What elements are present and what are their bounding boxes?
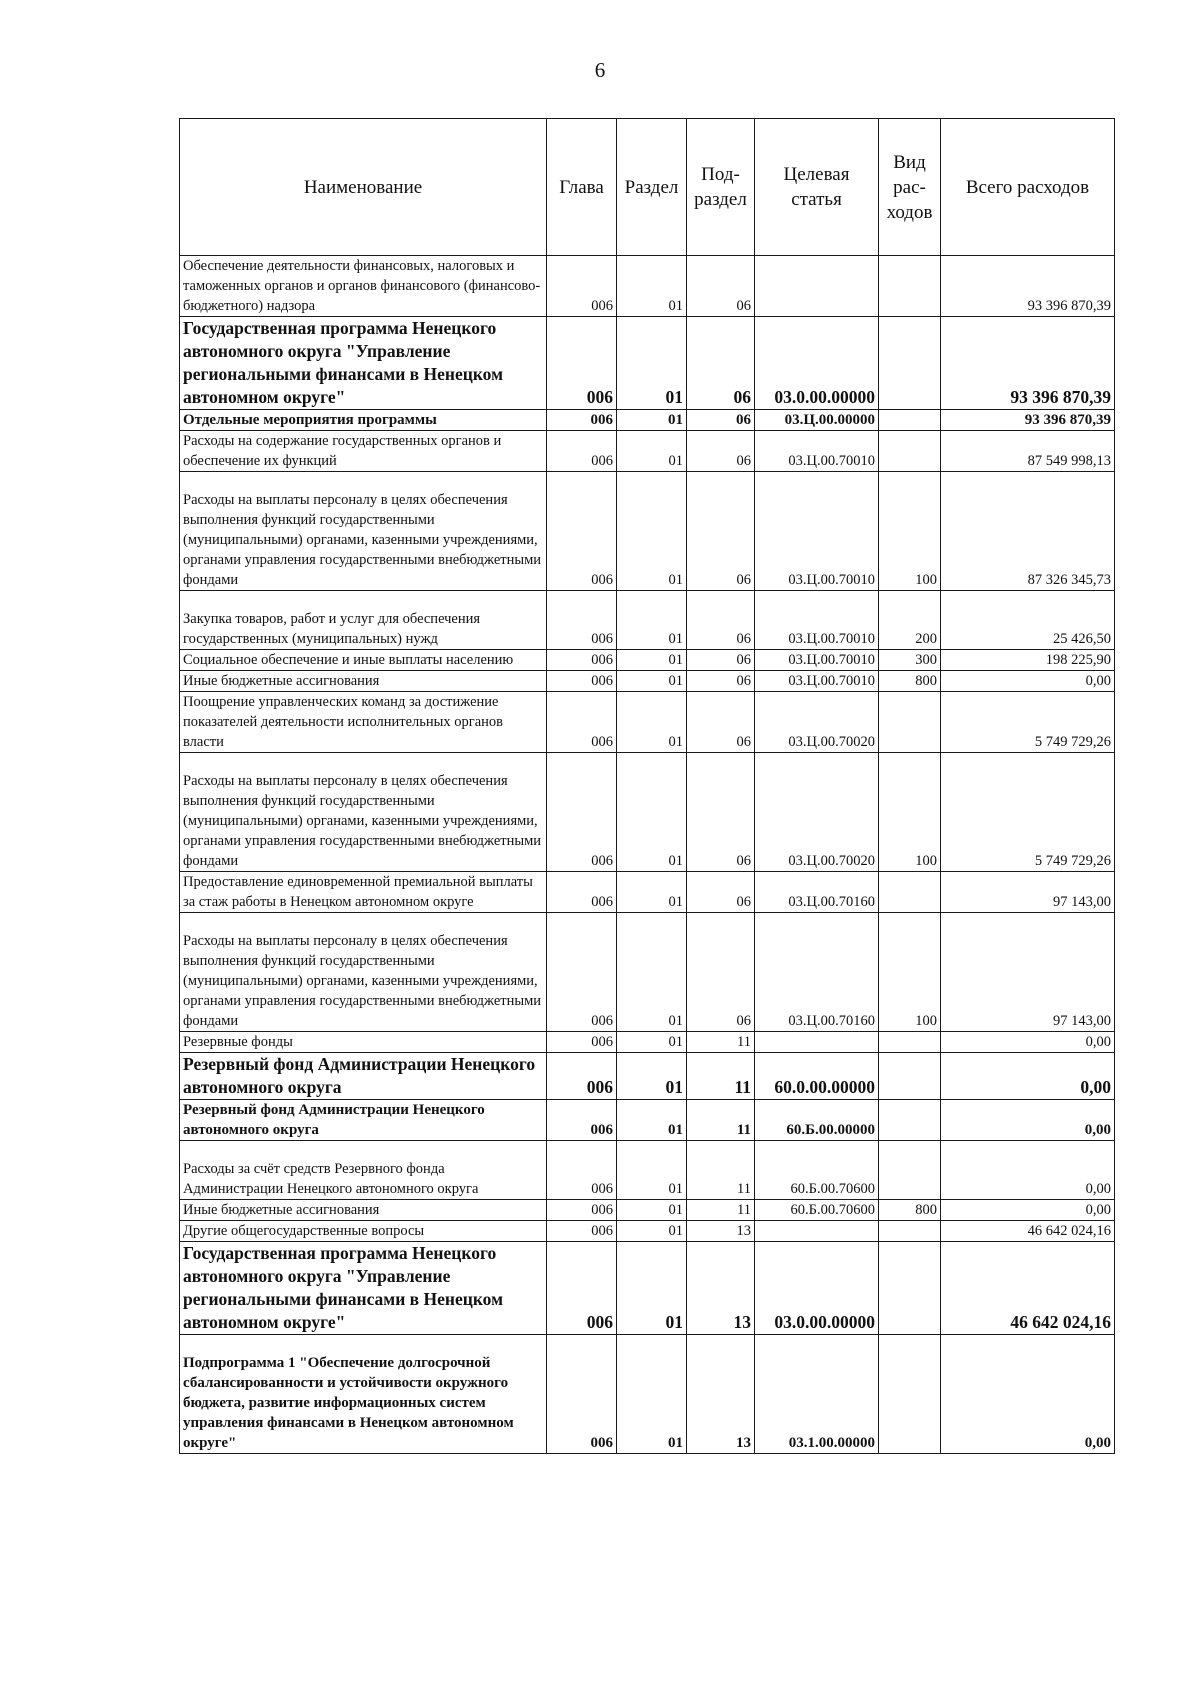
cell-total: 25 426,50	[941, 591, 1115, 650]
cell-name: Поощрение управленческих команд за достижение показателей деятельности исполнительных органов власти	[180, 692, 547, 753]
cell-vid: 300	[879, 650, 941, 671]
cell-vid	[879, 1141, 941, 1200]
cell-podrazdel: 06	[687, 913, 755, 1032]
table-row	[180, 1221, 1115, 1242]
cell-podrazdel: 06	[687, 410, 755, 431]
page-number: 6	[594, 58, 606, 82]
cell-podrazdel: 11	[687, 1053, 755, 1100]
table-row	[180, 650, 1115, 671]
cell-total: 93 396 870,39	[941, 317, 1115, 410]
cell-target: 03.Ц.00.70020	[755, 692, 879, 753]
cell-name: Расходы на выплаты персоналу в целях обеспечения выполнения функций государственными (муниципальными) органами, казенными учреждениями, органами управления государственными внебюджетными фондами	[180, 753, 547, 872]
cell-podrazdel: 06	[687, 317, 755, 410]
cell-razdel: 01	[617, 753, 687, 872]
cell-glava: 006	[547, 753, 617, 872]
table-row	[180, 1242, 1115, 1335]
cell-total: 46 642 024,16	[941, 1242, 1115, 1335]
cell-podrazdel: 11	[687, 1032, 755, 1053]
cell-glava: 006	[547, 410, 617, 431]
cell-name: Расходы за счёт средств Резервного фонда Администрации Ненецкого автономного округа	[180, 1141, 547, 1200]
cell-glava: 006	[547, 692, 617, 753]
cell-total: 198 225,90	[941, 650, 1115, 671]
budget-table	[179, 118, 1115, 1454]
cell-podrazdel: 13	[687, 1242, 755, 1335]
cell-vid	[879, 872, 941, 913]
cell-name: Государственная программа Ненецкого автономного округа "Управление региональными финансами в Ненецком автономном округе"	[180, 317, 547, 410]
cell-razdel: 01	[617, 872, 687, 913]
table-row	[180, 913, 1115, 1032]
cell-razdel: 01	[617, 1221, 687, 1242]
cell-target: 60.Б.00.70600	[755, 1200, 879, 1221]
cell-vid	[879, 1053, 941, 1100]
cell-glava: 006	[547, 317, 617, 410]
cell-glava: 006	[547, 1100, 617, 1141]
header-razdel: Раздел	[617, 119, 687, 256]
header-name: Наименование	[180, 119, 547, 256]
cell-razdel: 01	[617, 1100, 687, 1141]
cell-razdel: 01	[617, 472, 687, 591]
cell-name: Социальное обеспечение и иные выплаты населению	[180, 650, 547, 671]
cell-name: Подпрограмма 1 "Обеспечение долгосрочной сбалансированности и устойчивости окружного бюджета, развитие информационных систем управления финансами в Ненецком автономном округе"	[180, 1335, 547, 1454]
cell-total: 0,00	[941, 1053, 1115, 1100]
cell-name: Резервные фонды	[180, 1032, 547, 1053]
table-row	[180, 671, 1115, 692]
cell-name: Закупка товаров, работ и услуг для обеспечения государственных (муниципальных) нужд	[180, 591, 547, 650]
cell-podrazdel: 13	[687, 1335, 755, 1454]
table-row	[180, 591, 1115, 650]
table-row	[180, 472, 1115, 591]
table-row	[180, 1053, 1115, 1100]
cell-total: 93 396 870,39	[941, 410, 1115, 431]
cell-vid	[879, 1100, 941, 1141]
cell-glava: 006	[547, 872, 617, 913]
cell-target: 60.0.00.00000	[755, 1053, 879, 1100]
cell-vid	[879, 1335, 941, 1454]
cell-target: 03.Ц.00.70160	[755, 913, 879, 1032]
cell-name: Иные бюджетные ассигнования	[180, 671, 547, 692]
cell-target	[755, 1032, 879, 1053]
cell-name: Предоставление единовременной премиальной выплаты за стаж работы в Ненецком автономном округе	[180, 872, 547, 913]
cell-vid: 200	[879, 591, 941, 650]
cell-name: Резервный фонд Администрации Ненецкого автономного округа	[180, 1100, 547, 1141]
cell-razdel: 01	[617, 650, 687, 671]
cell-name: Расходы на выплаты персоналу в целях обеспечения выполнения функций государственными (муниципальными) органами, казенными учреждениями, органами управления государственными внебюджетными фондами	[180, 472, 547, 591]
cell-target: 03.Ц.00.70010	[755, 431, 879, 472]
cell-total: 0,00	[941, 671, 1115, 692]
cell-name: Отдельные мероприятия программы	[180, 410, 547, 431]
cell-glava: 006	[547, 671, 617, 692]
cell-razdel: 01	[617, 431, 687, 472]
cell-razdel: 01	[617, 1242, 687, 1335]
cell-glava: 006	[547, 650, 617, 671]
cell-total: 93 396 870,39	[941, 256, 1115, 317]
cell-glava: 006	[547, 1053, 617, 1100]
cell-vid: 800	[879, 671, 941, 692]
cell-name: Другие общегосударственные вопросы	[180, 1221, 547, 1242]
cell-target	[755, 1221, 879, 1242]
cell-total: 0,00	[941, 1032, 1115, 1053]
cell-razdel: 01	[617, 1032, 687, 1053]
cell-target: 03.Ц.00.70010	[755, 591, 879, 650]
cell-razdel: 01	[617, 591, 687, 650]
cell-total: 46 642 024,16	[941, 1221, 1115, 1242]
cell-podrazdel: 06	[687, 472, 755, 591]
cell-razdel: 01	[617, 410, 687, 431]
cell-podrazdel: 11	[687, 1100, 755, 1141]
cell-total: 97 143,00	[941, 872, 1115, 913]
cell-name: Государственная программа Ненецкого автономного округа "Управление региональными финансами в Ненецком автономном округе"	[180, 1242, 547, 1335]
cell-glava: 006	[547, 591, 617, 650]
cell-total: 97 143,00	[941, 913, 1115, 1032]
cell-razdel: 01	[617, 692, 687, 753]
cell-name: Иные бюджетные ассигнования	[180, 1200, 547, 1221]
cell-podrazdel: 11	[687, 1141, 755, 1200]
cell-total: 0,00	[941, 1200, 1115, 1221]
cell-total: 0,00	[941, 1141, 1115, 1200]
cell-podrazdel: 06	[687, 671, 755, 692]
cell-vid	[879, 692, 941, 753]
cell-target: 03.Ц.00.70160	[755, 872, 879, 913]
cell-razdel: 01	[617, 256, 687, 317]
cell-glava: 006	[547, 431, 617, 472]
cell-glava: 006	[547, 256, 617, 317]
cell-podrazdel: 06	[687, 692, 755, 753]
table-row	[180, 317, 1115, 410]
table-row	[180, 1100, 1115, 1141]
cell-podrazdel: 11	[687, 1200, 755, 1221]
cell-podrazdel: 06	[687, 650, 755, 671]
cell-name: Расходы на содержание государственных органов и обеспечение их функций	[180, 431, 547, 472]
table-row	[180, 692, 1115, 753]
cell-target: 03.Ц.00.70020	[755, 753, 879, 872]
cell-vid: 100	[879, 472, 941, 591]
cell-name: Расходы на выплаты персоналу в целях обеспечения выполнения функций государственными (муниципальными) органами, казенными учреждениями, органами управления государственными внебюджетными фондами	[180, 913, 547, 1032]
cell-target: 03.Ц.00.70010	[755, 650, 879, 671]
table-row	[180, 410, 1115, 431]
cell-vid: 100	[879, 913, 941, 1032]
cell-razdel: 01	[617, 1141, 687, 1200]
table-row	[180, 1032, 1115, 1053]
cell-glava: 006	[547, 472, 617, 591]
cell-glava: 006	[547, 1200, 617, 1221]
cell-target: 03.Ц.00.00000	[755, 410, 879, 431]
cell-target: 60.Б.00.70600	[755, 1141, 879, 1200]
cell-target: 03.0.00.00000	[755, 1242, 879, 1335]
cell-podrazdel: 06	[687, 431, 755, 472]
cell-target: 03.Ц.00.70010	[755, 472, 879, 591]
cell-name: Резервный фонд Администрации Ненецкого автономного округа	[180, 1053, 547, 1100]
cell-vid: 800	[879, 1200, 941, 1221]
table-header-row	[180, 119, 1115, 256]
cell-total: 87 549 998,13	[941, 431, 1115, 472]
cell-glava: 006	[547, 1141, 617, 1200]
cell-vid	[879, 410, 941, 431]
table-row	[180, 1200, 1115, 1221]
cell-razdel: 01	[617, 1053, 687, 1100]
cell-vid	[879, 1242, 941, 1335]
cell-total: 5 749 729,26	[941, 753, 1115, 872]
cell-glava: 006	[547, 913, 617, 1032]
header-podrazdel: Под- раздел	[687, 119, 755, 256]
cell-vid	[879, 317, 941, 410]
header-target: Целевая статья	[755, 119, 879, 256]
cell-glava: 006	[547, 1335, 617, 1454]
cell-podrazdel: 06	[687, 753, 755, 872]
cell-glava: 006	[547, 1221, 617, 1242]
cell-podrazdel: 06	[687, 872, 755, 913]
cell-name: Обеспечение деятельности финансовых, налоговых и таможенных органов и органов финансового (финансово-бюджетного) надзора	[180, 256, 547, 317]
table-row	[180, 872, 1115, 913]
table-row	[180, 1335, 1115, 1454]
cell-vid: 100	[879, 753, 941, 872]
cell-podrazdel: 13	[687, 1221, 755, 1242]
table-row	[180, 431, 1115, 472]
header-vid: Вид рас- ходов	[879, 119, 941, 256]
cell-vid	[879, 256, 941, 317]
header-total: Всего расходов	[941, 119, 1115, 256]
table-row	[180, 753, 1115, 872]
cell-total: 0,00	[941, 1335, 1115, 1454]
header-glava: Глава	[547, 119, 617, 256]
table-row	[180, 1141, 1115, 1200]
cell-target: 03.1.00.00000	[755, 1335, 879, 1454]
cell-vid	[879, 1032, 941, 1053]
cell-glava: 006	[547, 1032, 617, 1053]
cell-razdel: 01	[617, 1335, 687, 1454]
cell-razdel: 01	[617, 317, 687, 410]
cell-glava: 006	[547, 1242, 617, 1335]
cell-vid	[879, 431, 941, 472]
cell-podrazdel: 06	[687, 256, 755, 317]
cell-podrazdel: 06	[687, 591, 755, 650]
cell-target: 03.Ц.00.70010	[755, 671, 879, 692]
cell-total: 5 749 729,26	[941, 692, 1115, 753]
cell-razdel: 01	[617, 671, 687, 692]
cell-target: 03.0.00.00000	[755, 317, 879, 410]
cell-razdel: 01	[617, 913, 687, 1032]
cell-razdel: 01	[617, 1200, 687, 1221]
cell-total: 87 326 345,73	[941, 472, 1115, 591]
table-row	[180, 256, 1115, 317]
cell-target	[755, 256, 879, 317]
cell-vid	[879, 1221, 941, 1242]
cell-total: 0,00	[941, 1100, 1115, 1141]
cell-target: 60.Б.00.00000	[755, 1100, 879, 1141]
